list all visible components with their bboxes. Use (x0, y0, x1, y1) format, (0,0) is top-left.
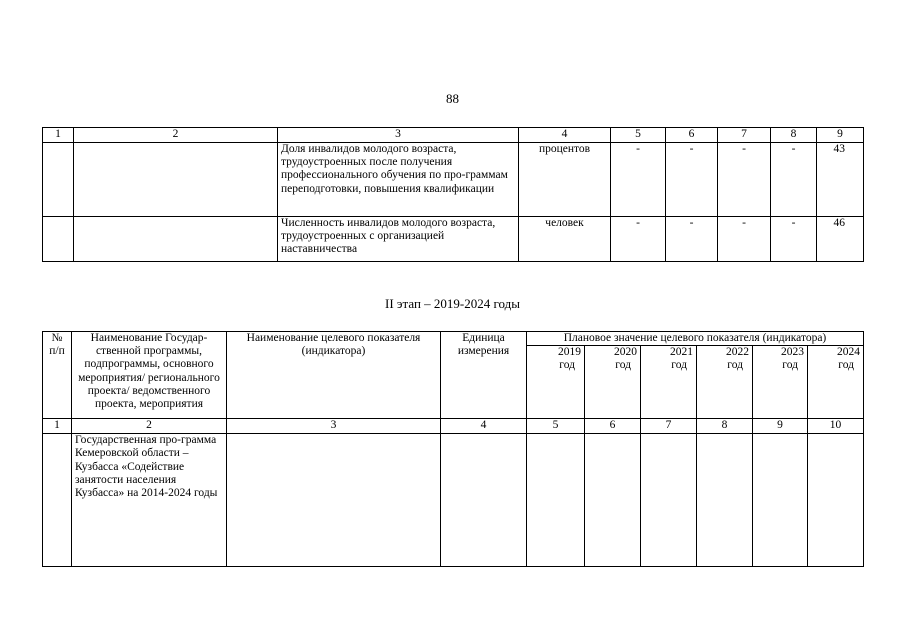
col-number: 9 (817, 128, 864, 143)
col-number: 6 (585, 419, 641, 434)
indicator-name: Доля инвалидов молодого возраста, трудоустроенных после получения профессионального обучения по про-граммам переподготовки, повышения квалификации (278, 143, 519, 217)
year-header: 2024 год (808, 346, 864, 419)
col-number: 6 (666, 128, 718, 143)
col-number: 1 (43, 419, 72, 434)
header-plan: Плановое значение целевого показателя (индикатора) (527, 332, 864, 346)
header-unit: Единица измерения (441, 332, 527, 419)
col-number: 5 (611, 128, 666, 143)
col-number: 8 (697, 419, 753, 434)
year-header: 2019 год (527, 346, 585, 419)
section-title: II этап – 2019-2024 годы (385, 296, 520, 311)
value-cell: - (771, 143, 817, 217)
col-number: 3 (227, 419, 441, 434)
cell-empty (74, 217, 278, 262)
header-program: Наименование Государ-ственной программы, подпрограммы, основного мероприятия/ регионального проекта/ ведомственного проекта, мероприятия (72, 332, 227, 419)
value-cell: - (666, 217, 718, 262)
col-number: 8 (771, 128, 817, 143)
cell-empty (43, 143, 74, 217)
cell-empty (43, 217, 74, 262)
col-number: 7 (718, 128, 771, 143)
col-number: 5 (527, 419, 585, 434)
col-number: 10 (808, 419, 864, 434)
cell-empty (227, 434, 441, 567)
col-number: 9 (753, 419, 808, 434)
year-header: 2023 год (753, 346, 808, 419)
value-cell: - (718, 217, 771, 262)
unit: процентов (519, 143, 611, 217)
value-cell: 43 (817, 143, 864, 217)
column-number-row (43, 419, 864, 434)
table-row (43, 217, 864, 262)
cell-empty (441, 434, 527, 567)
value-cell: - (611, 217, 666, 262)
header-indicator: Наименование целевого показателя (индикатора) (227, 332, 441, 419)
col-number: 3 (278, 128, 519, 143)
col-number: 4 (441, 419, 527, 434)
value-cell: - (611, 143, 666, 217)
col-number: 7 (641, 419, 697, 434)
page-number: 88 (446, 91, 459, 106)
cell-empty (74, 143, 278, 217)
table-row (43, 143, 864, 217)
year-header: 2021 год (641, 346, 697, 419)
year-header: 2022 год (697, 346, 753, 419)
value-cell: 46 (817, 217, 864, 262)
cell-empty (697, 434, 753, 567)
column-number-row (43, 128, 864, 143)
year-header: 2020 год (585, 346, 641, 419)
value-cell: - (718, 143, 771, 217)
program-name: Государственная про-грамма Кемеровской области – Кузбасса «Содействие занятости населения Кузбасса» на 2014-2024 годы (72, 434, 227, 567)
indicators-table (42, 331, 864, 567)
value-cell: - (666, 143, 718, 217)
header-row (43, 332, 864, 346)
indicator-name: Численность инвалидов молодого возраста, трудоустроенных с организацией наставничества (278, 217, 519, 262)
value-cell: - (771, 217, 817, 262)
cell-empty (585, 434, 641, 567)
col-number: 2 (72, 419, 227, 434)
cell-empty (527, 434, 585, 567)
header-num: № п/п (43, 332, 72, 419)
unit: человек (519, 217, 611, 262)
col-number: 2 (74, 128, 278, 143)
cell-empty (753, 434, 808, 567)
col-number: 1 (43, 128, 74, 143)
row-number (43, 434, 72, 567)
continuation-table (42, 127, 864, 262)
table-row (43, 434, 864, 567)
cell-empty (808, 434, 864, 567)
col-number: 4 (519, 128, 611, 143)
cell-empty (641, 434, 697, 567)
